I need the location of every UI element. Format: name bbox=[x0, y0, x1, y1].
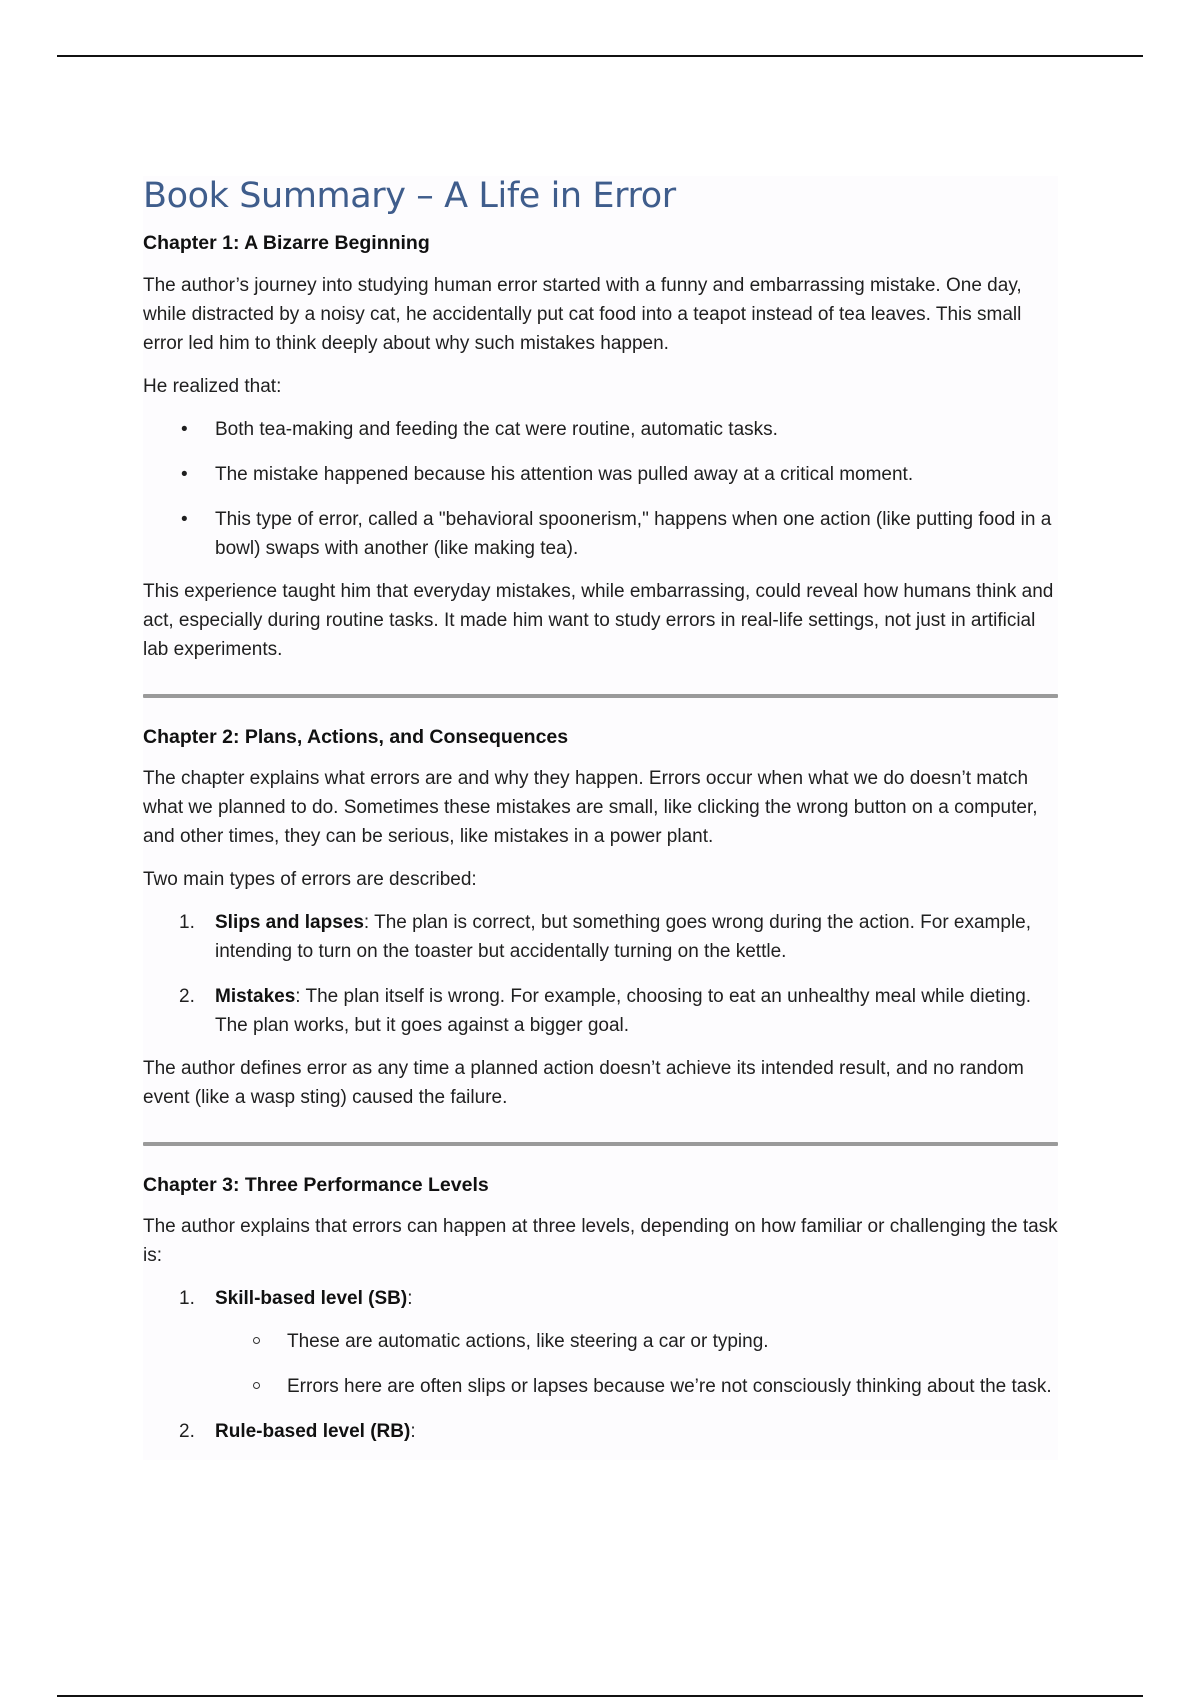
chapter-2-section bbox=[143, 724, 1058, 1112]
bullet-marker: • bbox=[181, 418, 188, 440]
bullet-marker: • bbox=[181, 463, 188, 485]
list-item-term: Skill-based level (SB) bbox=[215, 1288, 408, 1310]
chapter-3-heading: Chapter 3: Three Performance Levels bbox=[143, 1173, 489, 1196]
chapter-2-types-intro: Two main types of errors are described: bbox=[143, 868, 477, 890]
list-item bbox=[143, 505, 1058, 563]
document-body bbox=[143, 176, 1058, 1460]
chapter-1-heading: Chapter 1: A Bizarre Beginning bbox=[143, 232, 430, 255]
list-item-term: Mistakes bbox=[215, 985, 296, 1007]
chapter-3-section bbox=[143, 1172, 1058, 1446]
bullet-marker: • bbox=[181, 508, 188, 530]
list-item-text: Both tea-making and feeding the cat were routine, automatic tasks. bbox=[215, 418, 778, 440]
chapter-2-intro: The chapter explains what errors are and why they happen. Errors occur when what we do doesn’t match what we planned to do. Sometimes these mistakes are small, like clicking the wrong button on a computer, and other times, they can be serious, like mistakes in a power plant. bbox=[143, 767, 1038, 847]
list-item-text: : The plan itself is wrong. For example, choosing to eat an unhealthy meal while dieting. The plan works, but it goes against a bigger goal. bbox=[215, 985, 1032, 1036]
list-number: 1. bbox=[179, 911, 195, 933]
list-item bbox=[143, 982, 1058, 1040]
page-top-rule bbox=[57, 55, 1143, 57]
list-item-text: This type of error, called a "behavioral spoonerism," happens when one action (like putting food in a bowl) swaps with another (like making tea). bbox=[215, 508, 1052, 559]
list-item-suffix: : bbox=[410, 1421, 416, 1443]
list-item-term: Slips and lapses bbox=[215, 911, 364, 933]
list-item-suffix: : bbox=[407, 1288, 413, 1310]
sub-list-item bbox=[215, 1372, 1058, 1401]
list-item bbox=[143, 1284, 1058, 1401]
section-divider bbox=[143, 694, 1058, 698]
list-item bbox=[143, 460, 1058, 489]
list-number: 2. bbox=[179, 985, 195, 1007]
chapter-1-section bbox=[143, 230, 1058, 663]
page-bottom-rule bbox=[57, 1695, 1143, 1697]
chapter-1-realized: He realized that: bbox=[143, 375, 282, 397]
sub-list-item bbox=[215, 1327, 1058, 1356]
sub-list bbox=[215, 1327, 1058, 1401]
chapter-2-numbered-list bbox=[143, 908, 1058, 1040]
section-divider bbox=[143, 1142, 1058, 1146]
chapter-3-levels-list bbox=[143, 1284, 1058, 1446]
list-item-term: Rule-based level (RB) bbox=[215, 1421, 411, 1443]
document-title: Book Summary – A Life in Error bbox=[143, 176, 676, 216]
chapter-1-bullet-list bbox=[143, 415, 1058, 563]
chapter-2-heading: Chapter 2: Plans, Actions, and Consequences bbox=[143, 725, 569, 748]
list-number: 1. bbox=[179, 1288, 195, 1310]
chapter-1-intro: The author’s journey into studying human error started with a funny and embarrassing mistake. One day, while distracted by a noisy cat, he accidentally put cat food into a teapot instead of tea leaves. This small error led him to think deeply about why such mistakes happen. bbox=[143, 274, 1022, 354]
chapter-1-conclusion: This experience taught him that everyday mistakes, while embarrassing, could reveal how humans think and act, especially during routine tasks. It made him want to study errors in real-life settings, not just in artificial lab experiments. bbox=[143, 580, 1054, 660]
hollow-bullet-icon bbox=[253, 1337, 260, 1344]
list-item-text: The mistake happened because his attention was pulled away at a critical moment. bbox=[215, 463, 914, 485]
chapter-3-intro: The author explains that errors can happen at three levels, depending on how familiar or challenging the task is: bbox=[143, 1216, 1058, 1267]
list-item-text: : The plan is correct, but something goes wrong during the action. For example, intending to turn on the toaster but accidentally turning on the kettle. bbox=[215, 911, 1032, 962]
list-item bbox=[143, 908, 1058, 966]
hollow-bullet-icon bbox=[253, 1382, 260, 1389]
chapter-2-conclusion: The author defines error as any time a planned action doesn’t achieve its intended result, and no random event (like a wasp sting) caused the failure. bbox=[143, 1057, 1024, 1108]
sub-list-item-text: These are automatic actions, like steering a car or typing. bbox=[287, 1331, 769, 1353]
list-item bbox=[143, 1417, 1058, 1446]
list-number: 2. bbox=[179, 1421, 195, 1443]
sub-list-item-text: Errors here are often slips or lapses because we’re not consciously thinking about the task. bbox=[287, 1376, 1052, 1398]
list-item bbox=[143, 415, 1058, 444]
